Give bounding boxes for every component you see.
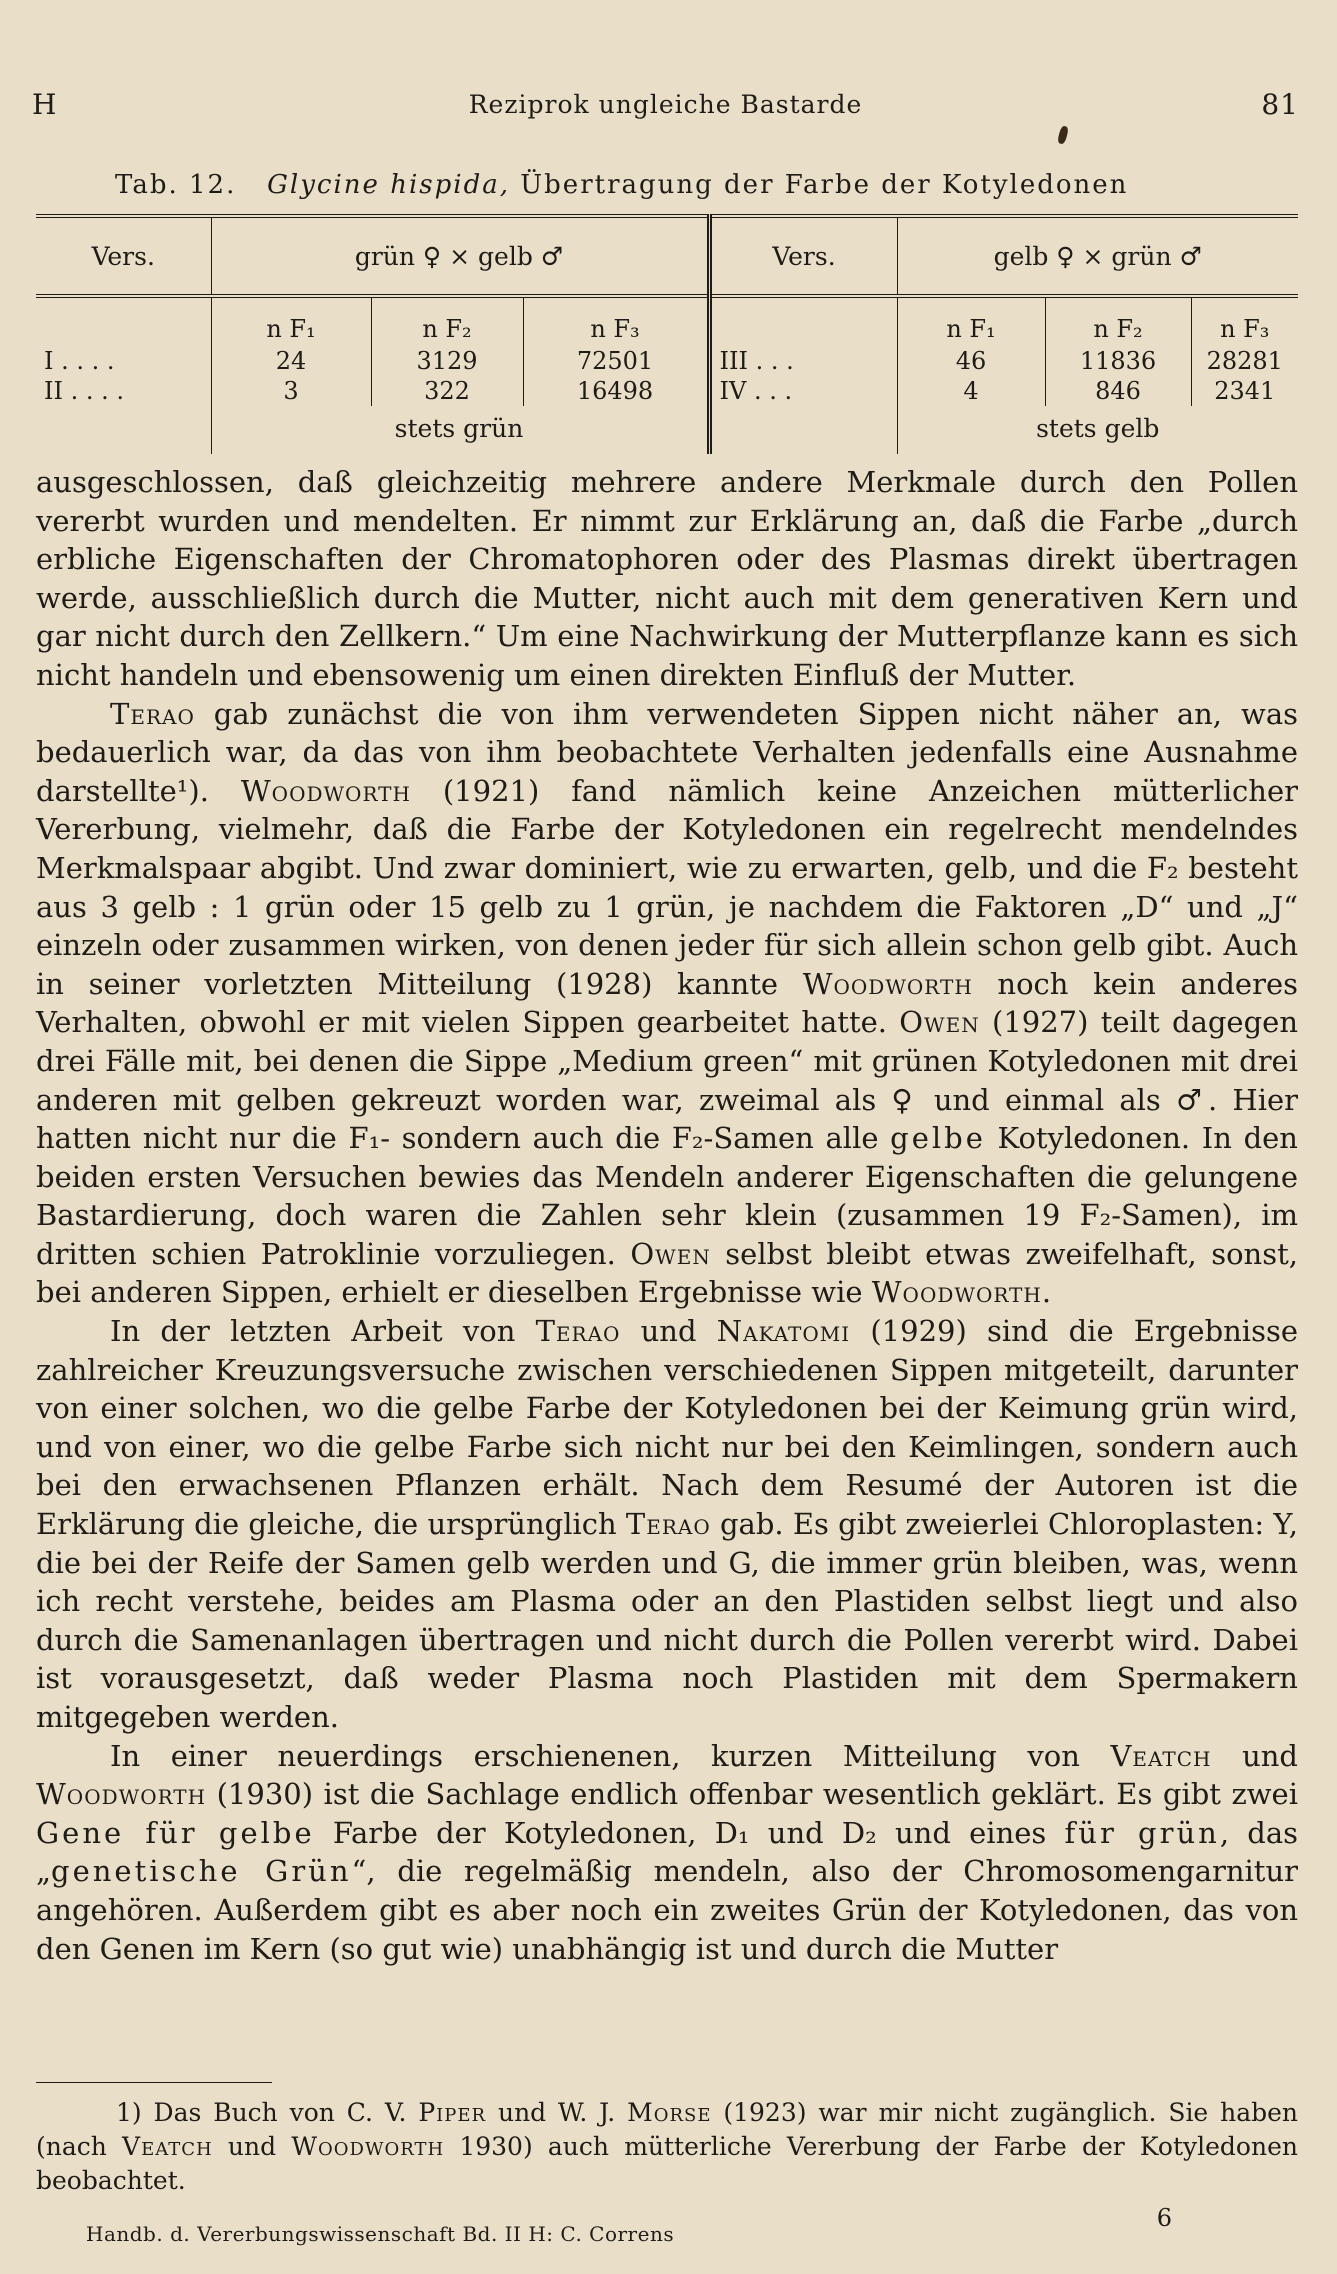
col-header: n F₂ xyxy=(1045,296,1191,346)
col-header: n F₁ xyxy=(211,296,371,346)
table-cell: 3129 xyxy=(371,346,523,376)
paragraph: In einer neuerdings erschienenen, kurzen Mitteilung von Veatch und Woodworth (1930) ist die Sachlage endlich offenbar wesentlich geklärt. Es gibt zwei Gene für gelbe Farbe der Kotyledonen, D₁ und D₂ und eines für grün, das „genetische Grün“, die regelmäßig mendeln, also der Chromosomengarnitur angehören. Außerdem gibt es aber noch ein zweites Grün der Kotyledonen, das von den Genen im Kern (so gut wie) unabhängig ist und durch die Mutter xyxy=(36,1738,1298,1966)
imprint-line: Handb. d. Vererbungswissenschaft Bd. II H: C. Correns xyxy=(86,2222,675,2246)
body-text xyxy=(36,463,1298,1968)
cross-header-left: grün ♀ × gelb ♂ xyxy=(211,216,709,296)
row-label: III . . . xyxy=(709,346,897,376)
row-label: IV . . . xyxy=(709,376,897,406)
printer-signature: 6 xyxy=(1156,2204,1172,2232)
table-cell: 4 xyxy=(897,376,1045,406)
table-cell: 16498 xyxy=(523,376,709,406)
table-title: Übertragung der Farbe der Kotyledonen xyxy=(520,170,1129,200)
table-note-row xyxy=(36,406,1298,454)
col-header: n F₃ xyxy=(1191,296,1298,346)
paragraph: In der letzten Arbeit von Terao und Nakatomi (1929) sind die Ergebnisse zahlreicher Kreuzungsversuche zwischen verschiedenen Sippen mitgeteilt, darunter von einer solchen, wo die gelbe Farbe der Kotyledonen bei der Keimung grün wird, und von einer, wo die gelbe Farbe sich nicht nur bei den Keimlingen, sondern auch bei den erwachsenen Pflanzen erhält. Nach dem Resumé der Autoren ist die Erklärung die gleiche, die ursprünglich Terao gab. Es gibt zweierlei Chloroplasten: Y, die bei der Reife der Samen gelb werden und G, die immer grün bleiben, was, wenn ich recht verstehe, beides am Plasma oder an den Plastiden selbst liegt und also durch die Samenanlagen übertragen und nicht durch die Pollen vererbt wird. Dabei ist vorausgesetzt, daß weder Plasma noch Plastiden mit dem Spermakern mitgegeben werden. xyxy=(36,1314,1299,1734)
running-title: Reziprok ungleiche Bastarde xyxy=(468,90,863,119)
paragraph: Terao gab zunächst die von ihm verwendeten Sippen nicht näher an, was bedauerlich war, da das von ihm beobachtete Verhalten jedenfalls eine Ausnahme darstellte¹). Woodworth (1921) fand nämlich keine Anzeichen mütterlicher Vererbung, vielmehr, daß die Farbe der Kotyledonen ein regelrecht mendelndes Merkmalspaar abgibt. Und zwar dominiert, wie zu erwarten, gelb, und die F₂ besteht aus 3 gelb : 1 grün oder 15 gelb zu 1 grün, je nachdem die Faktoren „D“ und „J“ einzeln oder zusammen wirken, von denen jeder für sich allein schon gelb gibt. Auch in seiner vorletzten Mitteilung (1928) kannte Woodworth noch kein anderes Verhalten, obwohl er mit vielen Sippen gearbeitet hatte. Owen (1927) teilt dagegen drei Fälle mit, bei denen die Sippe „Medium green“ mit grünen Kotyledonen mit drei anderen mit gelben gekreuzt worden war, zweimal als ♀ und einmal als ♂. Hier hatten nicht nur die F₁- sondern auch die F₂-Samen alle gelbe Kotyledonen. In den beiden ersten Versuchen bewies das Mendeln anderer Eigenschaften die gelungene Bastardierung, doch waren die Zahlen sehr klein (zusammen 19 F₂-Samen), im dritten schien Patroklinie vorzuliegen. Owen selbst bleibt etwas zweifelhaft, sonst, bei anderen Sippen, erhielt er dieselben Ergebnisse wie Woodworth. xyxy=(36,696,1299,1310)
table-row xyxy=(36,346,1298,376)
paragraph: ausgeschlossen, daß gleichzeitig mehrere andere Merkmale durch den Pollen vererbt wurden und mendelten. Er nimmt zur Erklärung an, daß die Farbe „durch erbliche Eigenschaften der Chromatophoren oder des Plasmas direkt übertragen werde, ausschließlich durch die Mutter, nicht auch mit dem generativen Kern und gar nicht durch den Zellkern.“ Um eine Nachwirkung der Mutterpflanze kann es sich nicht handeln und ebensowenig um einen direkten Einfluß der Mutter. xyxy=(36,465,1298,692)
table-cell: 24 xyxy=(211,346,371,376)
table-header-row xyxy=(36,216,1298,296)
col-header: n F₃ xyxy=(523,296,709,346)
table-cell: 3 xyxy=(211,376,371,406)
table-cell: 2341 xyxy=(1191,376,1298,406)
footnote-rule xyxy=(36,2082,272,2083)
footnote: 1) Das Buch von C. V. Piper und W. J. Morse (1923) war mir nicht zugänglich. Sie haben (nach Veatch und Woodworth 1930) auch mütterliche Vererbung der Farbe der Kotyledonen beobachtet. xyxy=(36,2098,1299,2195)
ink-blot xyxy=(1057,125,1069,144)
row-label: I . . . . xyxy=(44,347,115,375)
section-letter: H xyxy=(32,88,58,121)
species-name: Glycine hispida, xyxy=(267,170,510,200)
table-number: Tab. 12. xyxy=(115,170,237,200)
table-row xyxy=(36,376,1298,406)
table-cell: 11836 xyxy=(1045,346,1191,376)
row-label: II . . . . xyxy=(44,377,124,405)
results-table xyxy=(36,214,1298,454)
col-header: n F₂ xyxy=(371,296,523,346)
running-header xyxy=(32,88,1299,128)
table-cell: 322 xyxy=(371,376,523,406)
vers-header-right: Vers. xyxy=(709,216,897,296)
cross-header-right: gelb ♀ × grün ♂ xyxy=(897,216,1298,296)
generation-header-row xyxy=(36,296,1298,346)
table-note-right: stets gelb xyxy=(897,406,1298,454)
vers-header-left: Vers. xyxy=(36,216,211,296)
table-cell: 72501 xyxy=(523,346,709,376)
col-header: n F₁ xyxy=(897,296,1045,346)
table-note-left: stets grün xyxy=(211,406,709,454)
table-cell: 28281 xyxy=(1191,346,1298,376)
table-caption xyxy=(115,170,1297,200)
page-number: 81 xyxy=(1261,88,1299,121)
table-cell: 846 xyxy=(1045,376,1191,406)
table-cell: 46 xyxy=(897,346,1045,376)
